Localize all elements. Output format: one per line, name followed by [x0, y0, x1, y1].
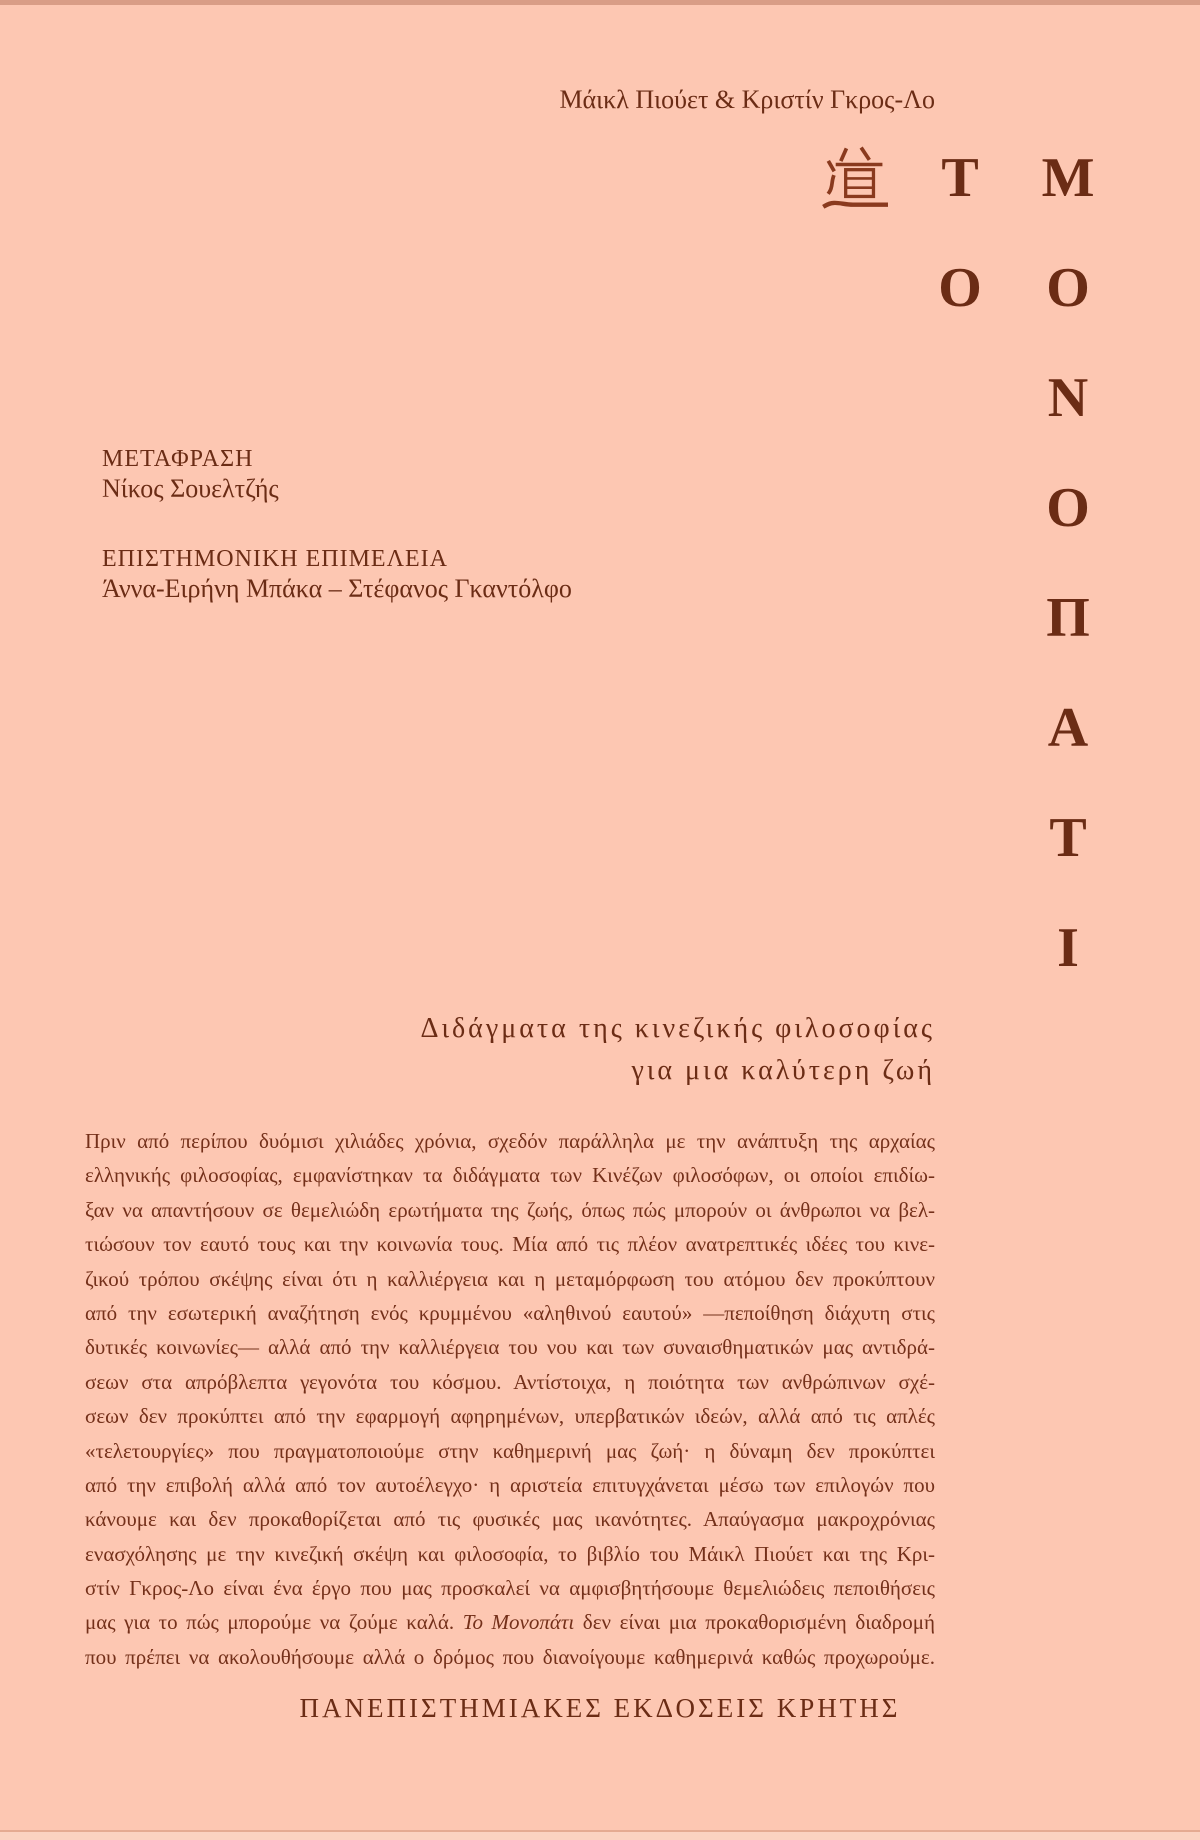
blurb-text: μας για το πώς μπορούμε να ζούμε καλά.	[85, 1610, 463, 1635]
blurb-line: τιώσουν τον εαυτό τους και την κοινωνία τους. Μία από τις πλέον ανατρεπτικές ιδέες του κινε-	[85, 1232, 935, 1257]
blurb-line: ελληνικής φιλοσοφίας, εμφανίστηκαν τα διδάγματα των Κινέζων φιλοσόφων, οι οποίοι επιδίω-	[85, 1163, 935, 1188]
publisher-imprint: ΠΑΝΕΠΙΣΤΗΜΙΑΚΕΣ ΕΚΔΟΣΕΙΣ ΚΡΗΤΗΣ	[299, 1693, 901, 1723]
blurb-line: «τελετουργίες» που πραγματοποιούμε στην καθημερινή μας ζωή· η δύναμη δεν προκύπτει	[85, 1438, 935, 1463]
blurb-line: κάνουμε και δεν προκαθορίζεται από τις φυσικές μας ικανότητες. Απαύγασμα μακροχρόνιας	[85, 1507, 935, 1532]
blurb-line: δυτικές κοινωνίες— αλλά από την καλλιέργεια του νου και των συναισθηματικών μας αντιδρά-	[85, 1335, 935, 1360]
translation-label: ΜΕΤΑΦΡΑΣΗ	[102, 446, 254, 472]
credits-block	[102, 444, 572, 604]
title-letter: Π	[1046, 587, 1090, 649]
back-blurb-paragraph	[85, 1124, 935, 1674]
blurb-line: από την εσωτερική αναζήτηση ενός κρυμμένου «αληθινού εαυτού» —πεποίθηση διάχυτη στις	[85, 1300, 935, 1325]
blurb-line: σεων στα απρόβλεπτα γεγονότα του κόσμου. Αντίστοιχα, η ποιότητα των ανθρώπινων σχέ-	[85, 1369, 935, 1394]
blurb-line: που πρέπει να ακολουθήσουμε αλλά ο δρόμος που διανοίγουμε καθημερινά καθώς προχωρούμε.	[85, 1644, 935, 1669]
title-letter: Ν	[1047, 367, 1089, 429]
book-title-italic: Το Μονοπάτι	[462, 1610, 575, 1635]
editors-names: Άννα-Ειρήνη Μπάκα – Στέφανος Γκαντόλφο	[102, 574, 572, 603]
bottom-edge-strip	[0, 1830, 1200, 1840]
dao-character-icon	[822, 146, 892, 216]
title-letter: Τ	[1049, 807, 1087, 869]
subtitle-line-1: Διδάγματα της κινεζικής φιλοσοφίας	[420, 1013, 935, 1044]
blurb-line: στίν Γκρος-Λο είναι ένα έργο που μας προσκαλεί να αμφισβητήσουμε θεμελιώδεις πεποιθήσεις	[85, 1576, 935, 1601]
subtitle-line-2: για μια καλύτερη ζωή	[631, 1055, 935, 1086]
title-column-monopati	[1036, 147, 1100, 1030]
top-edge-strip	[0, 0, 1200, 5]
blurb-text: δεν είναι μια προκαθορισμένη διαδρομή	[574, 1610, 935, 1635]
title-letter: Ι	[1057, 917, 1079, 979]
title-letter: Μ	[1041, 147, 1095, 209]
title-letter: Τ	[941, 147, 979, 209]
title-letter: Ο	[1046, 257, 1090, 319]
blurb-line: ξαν να απαντήσουν σε θεμελιώδη ερωτήματα της ζωής, όπως πώς μπορούν οι άνθρωποι να βελ-	[85, 1197, 935, 1222]
title-letter: Ο	[938, 257, 982, 319]
subtitle	[420, 1008, 935, 1092]
blurb-line: Πριν από περίπου δυόμισι χιλιάδες χρόνια, σχεδόν παράλληλα με την ανάπτυξη της αρχαίας	[85, 1129, 935, 1153]
scientific-editing-label: ΕΠΙΣΤΗΜΟΝΙΚΗ ΕΠΙΜΕΛΕΙΑ	[102, 546, 448, 572]
blurb-line: ενασχόλησης με την κινεζική σκέψη και φιλοσοφία, το βιβλίο του Μάικλ Πιούετ και της Κρι-	[85, 1541, 935, 1566]
title-letter: Α	[1047, 697, 1089, 759]
blurb-line: σεων δεν προκύπτει από την εφαρμογή αφηρημένων, υπερβατικών ιδεών, αλλά από τις απλές	[85, 1404, 935, 1429]
translator-name: Νίκος Σουελτζής	[102, 474, 279, 503]
authors-line: Μάικλ Πιούετ & Κριστίν Γκρος-Λο	[559, 85, 935, 114]
blurb-line-with-book-title	[85, 1605, 935, 1639]
blurb-line: από την επιβολή αλλά από τον αυτοέλεγχο· η αριστεία επιτυγχάνεται μέσω των επιλογών που	[85, 1472, 935, 1497]
title-letter: Ο	[1046, 477, 1090, 539]
title-column-to	[928, 147, 992, 370]
blurb-line: ζικού τρόπου σκέψης είναι ότι η καλλιέργεια και η μεταμόρφωση του ατόμου δεν προκύπτουν	[85, 1266, 935, 1291]
